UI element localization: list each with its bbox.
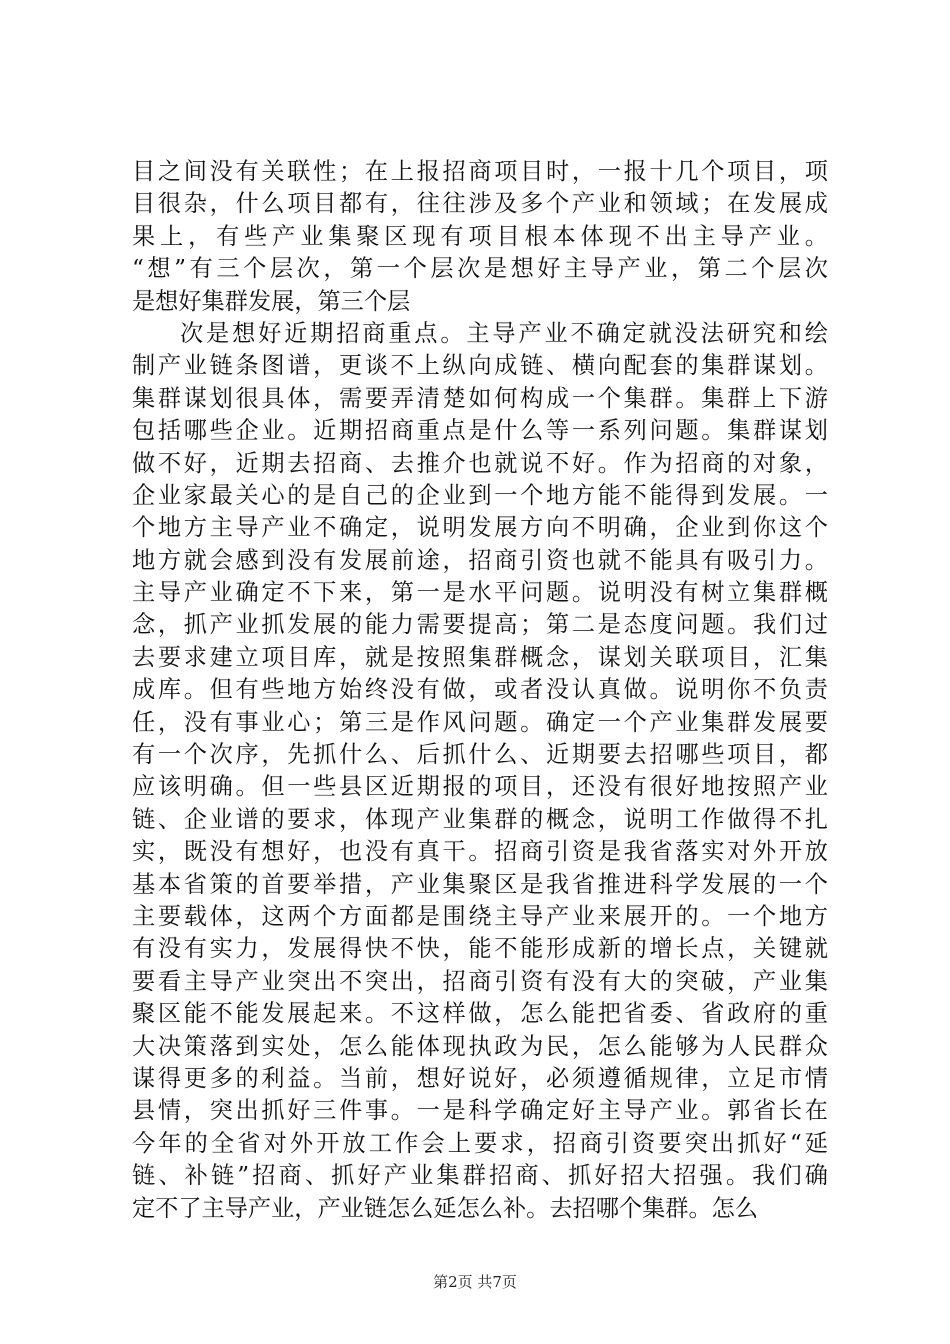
text-line: 包括哪些企业。近期招商重点是什么等一系列问题。集群谋划 bbox=[132, 417, 828, 445]
text-line: 是想好集群发展，第三个层 bbox=[132, 287, 411, 315]
text-line: 大决策落到实处，怎么能体现执政为民，怎么能够为人民群众 bbox=[132, 1032, 828, 1060]
text-line: 个地方主导产业不确定，说明发展方向不明确，企业到你这个 bbox=[132, 514, 828, 542]
text-line: 县情，突出抓好三件事。一是科学确定好主导产业。郭省长在 bbox=[132, 1097, 828, 1125]
text-line: 链、补链”招商、抓好产业集群招商、抓好招大招强。我们确 bbox=[132, 1162, 828, 1190]
text-line: 目之间没有关联性；在上报招商项目时，一报十几个项目，项 bbox=[132, 158, 828, 185]
text-line: 今年的全省对外开放工作会上要求，招商引资要突出抓好“延 bbox=[132, 1129, 828, 1157]
text-line: 集群谋划很具体，需要弄清楚如何构成一个集群。集群上下游 bbox=[132, 384, 828, 412]
text-line: 有没有实力，发展得快不快，能不能形成新的增长点，关键就 bbox=[132, 935, 828, 963]
text-line: 谋得更多的利益。当前，想好说好，必须遵循规律，立足市情 bbox=[132, 1064, 828, 1092]
text-line: 定不了主导产业，产业链怎么延怎么补。去招哪个集群。怎么 bbox=[132, 1194, 759, 1222]
text-line: 实，既没有想好，也没有真干。招商引资是我省落实对外开放 bbox=[132, 838, 828, 866]
paragraph-2 bbox=[132, 318, 828, 1225]
text-line: 次是想好近期招商重点。主导产业不确定就没法研究和绘 bbox=[180, 319, 828, 347]
text-line: 有一个次序，先抓什么、后抓什么、近期要去招哪些项目，都 bbox=[132, 741, 828, 769]
paragraph-1 bbox=[132, 156, 828, 318]
text-line: 去要求建立项目库，就是按照集群概念，谋划关联项目，汇集 bbox=[132, 643, 828, 671]
text-line: 成库。但有些地方始终没有做，或者没认真做。说明你不负责 bbox=[132, 676, 828, 704]
text-line: 聚区能不能发展起来。不这样做，怎么能把省委、省政府的重 bbox=[132, 1000, 828, 1028]
text-line: 念，抓产业抓发展的能力需要提高；第二是态度问题。我们过 bbox=[132, 611, 828, 639]
text-line: 目很杂，什么项目都有，往往涉及多个产业和领域；在发展成 bbox=[132, 190, 828, 218]
text-line: 主要载体，这两个方面都是围绕主导产业来展开的。一个地方 bbox=[132, 902, 828, 930]
text-line: 主导产业确定不下来，第一是水平问题。说明没有树立集群概 bbox=[132, 579, 828, 607]
text-line: 基本省策的首要举措，产业集聚区是我省推进科学发展的一个 bbox=[132, 870, 828, 898]
text-line: 企业家最关心的是自己的企业到一个地方能不能得到发展。一 bbox=[132, 481, 828, 509]
text-line: “想”有三个层次，第一个层次是想好主导产业，第二个层次 bbox=[132, 255, 828, 283]
text-line: 要看主导产业突出不突出，招商引资有没有大的突破，产业集 bbox=[132, 967, 828, 995]
text-line: 地方就会感到没有发展前途，招商引资也就不能具有吸引力。 bbox=[132, 546, 828, 574]
page-number-footer: 第2页 共7页 bbox=[433, 1273, 517, 1291]
text-line: 做不好，近期去招商、去推介也就说不好。作为招商的对象， bbox=[132, 449, 828, 477]
text-line: 任，没有事业心；第三是作风问题。确定一个产业集群发展要 bbox=[132, 708, 828, 736]
document-body bbox=[132, 156, 828, 1225]
text-line: 制产业链条图谱，更谈不上纵向成链、横向配套的集群谋划。 bbox=[132, 352, 828, 380]
text-line: 果上，有些产业集聚区现有项目根本体现不出主导产业。 bbox=[132, 222, 828, 250]
text-line: 链、企业谱的要求，体现产业集群的概念，说明工作做得不扎 bbox=[132, 805, 828, 833]
text-line: 应该明确。但一些县区近期报的项目，还没有很好地按照产业 bbox=[132, 773, 828, 801]
